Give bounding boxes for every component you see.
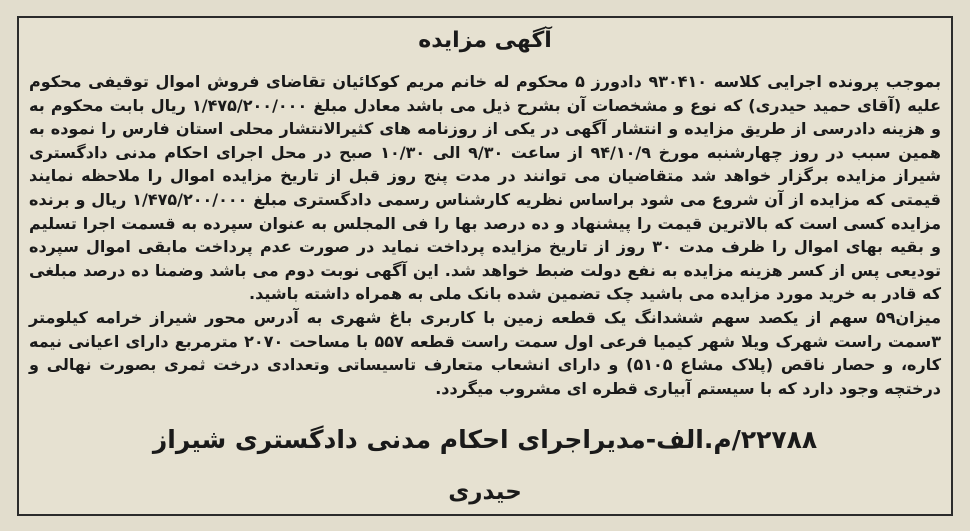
- notice-signer: حیدری: [448, 479, 522, 505]
- notice-frame: [17, 16, 953, 516]
- notice-paragraph-main: بموجب پرونده اجرایی کلاسه ۹۳۰۴۱۰ دادورز ۵ محکوم له خانم مریم کوکائیان تقاضای فروش اموال توقیفی محکوم علیه (آقای حمید حیدری) که نوع و مشخصات آن بشرح ذیل می باشد معادل مبلغ ۱/۴۷۵/۲۰۰/۰۰۰ ریال بابت محکوم به و هزینه دادرسی از طریق مزایده و انتشار آگهی در یکی از روزنامه های کثیرالانتشار محلی استان فارس را نموده به همین سبب در روز چهارشنبه مورخ ۹۴/۱۰/۹ از ساعت ۹/۳۰ الی ۱۰/۳۰ صبح در محل اجرای احکام مدنی دادگستری شیراز مزایده برگزار خواهد شد متقاضیان می توانند در مدت پنج روز قبل از تاریخ مزایده اموال را ملاحظه نمایند قیمتی که مزایده از آن شروع می شود براساس نظریه کارشناس رسمی دادگستری مبلغ ۱/۴۷۵/۲۰۰/۰۰۰ ریال و برنده مزایده کسی است که بالاترین قیمت را پیشنهاد و ده درصد بها را فی المجلس به عنوان سپرده به قسمت اجرا تسلیم و بقیه بهای اموال را ظرف مدت ۳۰ روز از تاریخ مزایده پرداخت نماید در صورت عدم پرداخت مابقی اموال سپرده تودیعی پس از کسر هزینه مزایده به نفع دولت ضبط خواهد شد. این آگهی نوبت دوم می باشد وضمنا ده درصد مبلغی که قادر به خرید مورد مزایده می باشید چک تضمین شده بانک ملی به همراه داشته باشید.: [29, 72, 942, 304]
- notice-signature: ۲۲۷۸۸/م.الف-مدیراجرای احکام مدنی دادگستری شیراز: [152, 425, 818, 454]
- notice-title: آگهی مزایده: [418, 28, 552, 53]
- notice-body: [29, 70, 941, 400]
- notice-paragraph-property: میزان۵۹ سهم از یکصد سهم ششدانگ یک قطعه زمین با کاربری باغ شهری به آدرس محور شیراز خرامه کیلومتر ۳سمت راست شهرک ویلا شهر کیمیا فرعی اول سمت راست قطعه ۵۵۷ با مساحت ۲۰۷۰ مترمربع دارای اعیانی نیمه کاره، و حصار ناقص (پلاک مشاع ۵۱۰۵) و دارای انشعاب متعارف تاسیساتی وتعدادی درخت ثمری بصورت نهالی و درختچه وجود دارد که با سیستم آبیاری قطره ای مشروب میگردد.: [29, 307, 942, 398]
